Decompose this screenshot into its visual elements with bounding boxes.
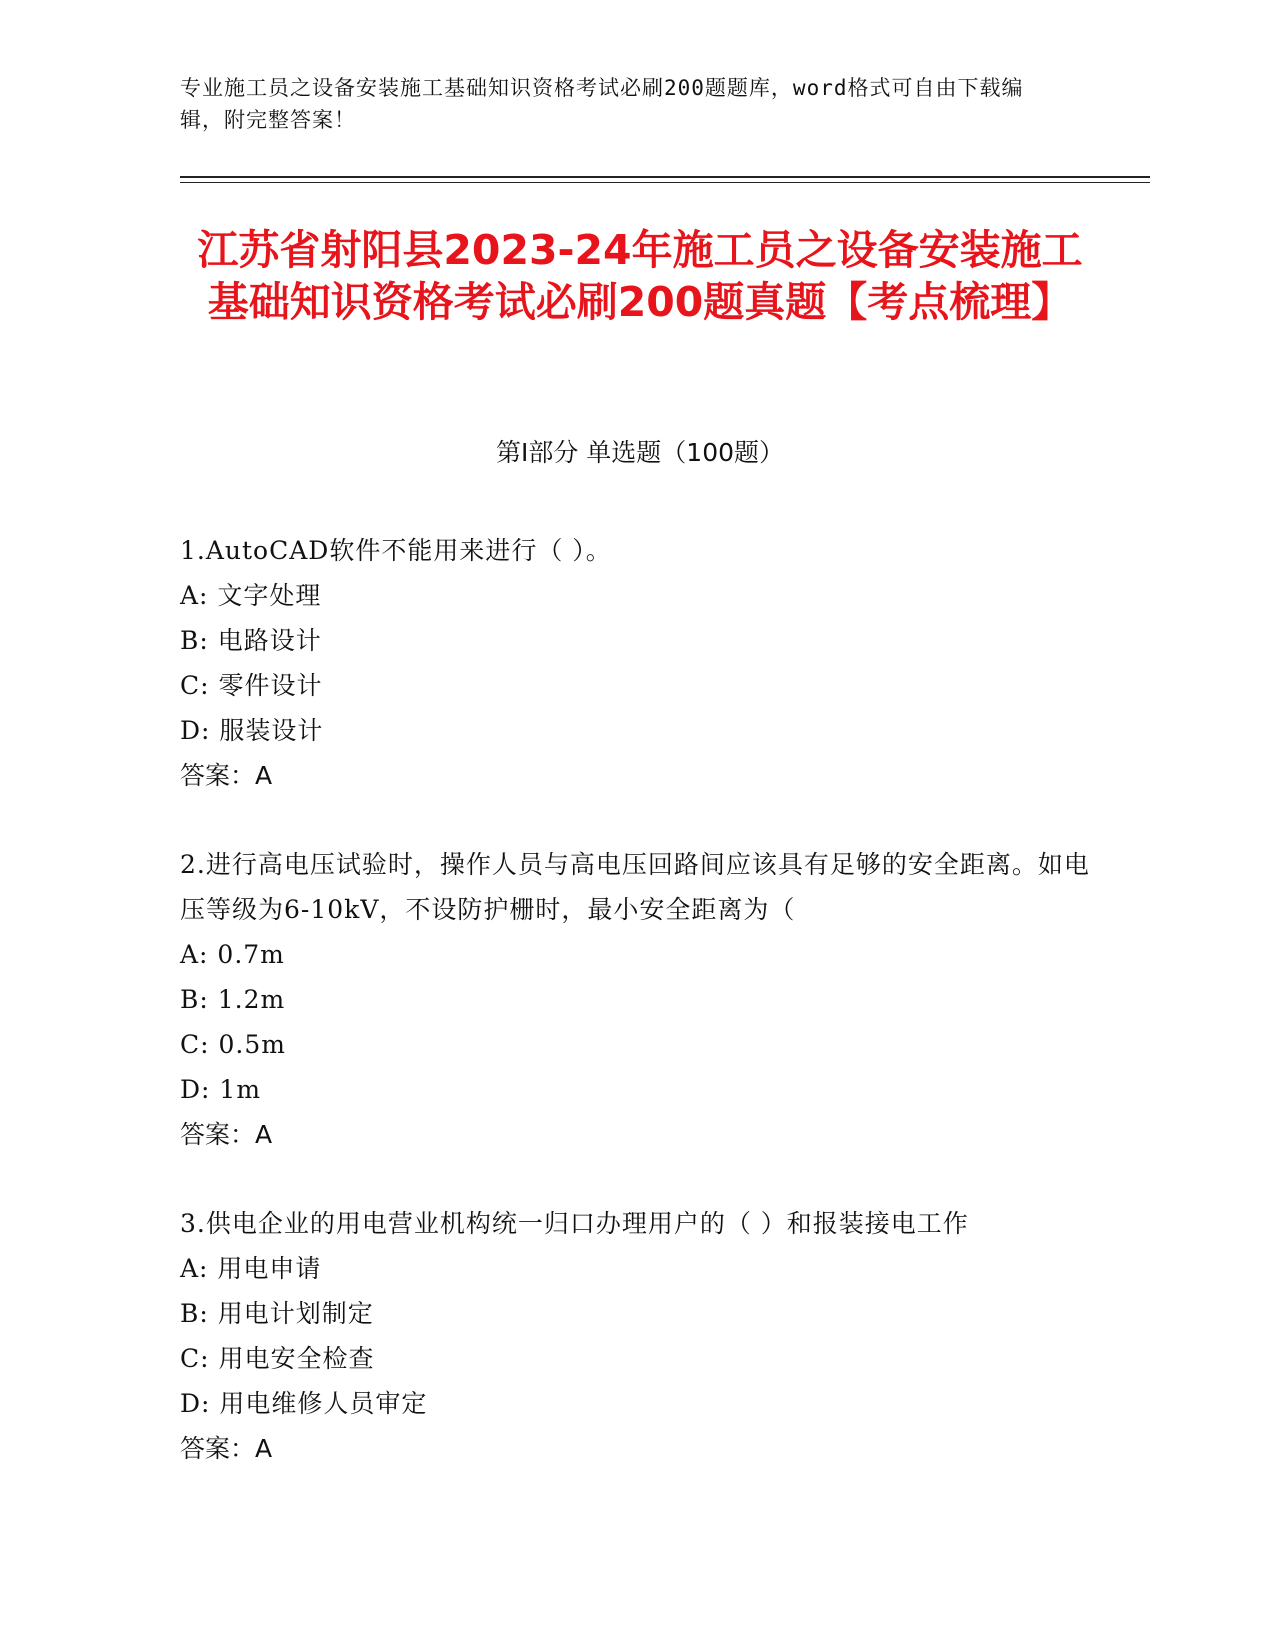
question-1 [180, 528, 1100, 798]
question-list [180, 528, 1100, 1515]
option-b: B: 电路设计 [180, 626, 322, 655]
option-b: B: 1.2m [180, 985, 286, 1014]
header-divider-thick [180, 176, 1150, 178]
answer: 答案：A [180, 1120, 273, 1149]
option-d: D: 服装设计 [180, 716, 324, 745]
question-stem: 2.进行高电压试验时，操作人员与高电压回路间应该具有足够的安全距离。如电压等级为6-10kV，不设防护栅时，最小安全距离为（ [180, 850, 1090, 924]
option-a: A: 用电申请 [180, 1254, 322, 1283]
document-title: 江苏省射阳县2023-24年施工员之设备安装施工基础知识资格考试必刷200题真题【考点梳理】 [197, 226, 1083, 326]
answer: 答案：A [180, 761, 273, 790]
option-d: D: 用电维修人员审定 [180, 1389, 428, 1418]
option-b: B: 用电计划制定 [180, 1299, 374, 1328]
question-2 [180, 842, 1100, 1157]
question-stem: 3.供电企业的用电营业机构统一归口办理用户的（ ）和报装接电工作 [180, 1209, 969, 1238]
section-title: 第Ⅰ部分 单选题（100题） [495, 438, 785, 467]
option-d: D: 1m [180, 1075, 262, 1104]
header-divider-thin [180, 182, 1150, 183]
answer: 答案：A [180, 1434, 273, 1463]
option-c: C: 用电安全检查 [180, 1344, 375, 1373]
option-a: A: 文字处理 [180, 581, 322, 610]
header-note: 专业施工员之设备安装施工基础知识资格考试必刷200题题库，word格式可自由下载编辑，附完整答案！ [180, 76, 1024, 132]
option-c: C: 0.5m [180, 1030, 286, 1059]
question-stem: 1.AutoCAD软件不能用来进行（ ）。 [180, 536, 612, 565]
option-a: A: 0.7m [180, 940, 285, 969]
option-c: C: 零件设计 [180, 671, 323, 700]
question-3 [180, 1201, 1100, 1471]
